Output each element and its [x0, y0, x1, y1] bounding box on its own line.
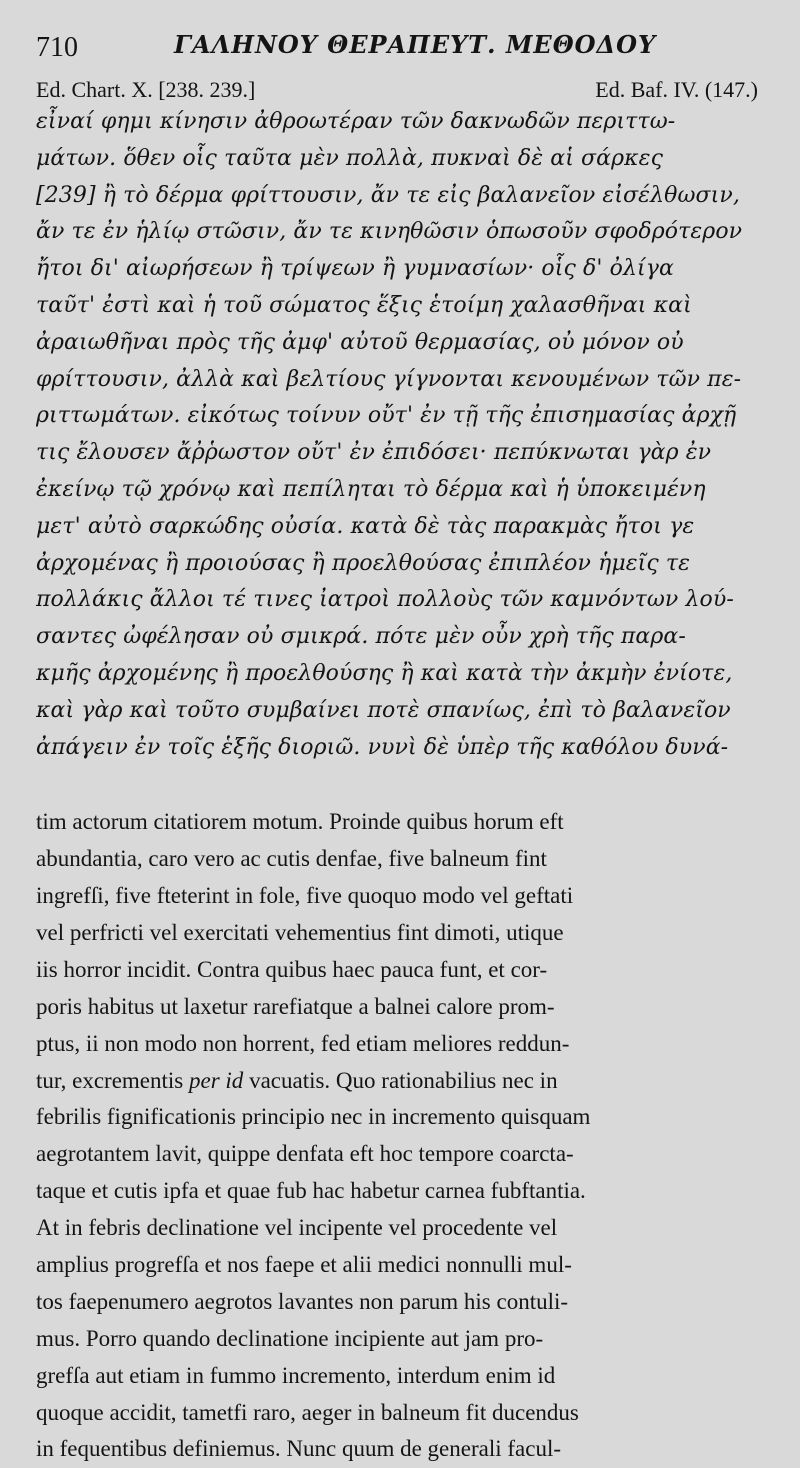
greek-line: ἐκείνῳ τῷ χρόνῳ καὶ πεπίληται τὸ δέρμα καὶ ἡ ὑποκειμένη [36, 476, 706, 502]
latin-line: abundantia, caro vero ac cutis denfae, five balneum fint [36, 846, 547, 872]
latin-line-with-italic [36, 1063, 766, 1100]
latin-line: aegrotantem lavit, quippe denfata eft hoc tempore coarcta- [36, 1141, 574, 1167]
greek-line: μετ' αὐτὸ σαρκώδης οὐσία. κατὰ δὲ τὰς παρακμὰς ἤτοι γε [36, 513, 695, 539]
latin-line: vel perfricti vel exercitati vehementius fint dimoti, utique [36, 920, 564, 946]
greek-line: τις ἔλουσεν ἄῤῥωστον οὔτ' ἐν ἐπιδόσει· πεπύκνωται γὰρ ἐν [36, 440, 712, 466]
greek-line: ἀπάγειν ἐν τοῖς ἑξῆς διοριῶ. νυνὶ δὲ ὑπὲρ τῆς καθόλου δυνά- [36, 734, 729, 760]
latin-line: in fequentibus definiemus. Nunc quum de generali facul- [36, 1436, 562, 1462]
greek-line: καὶ γὰρ καὶ τοῦτο συμβαίνει ποτὲ σπανίως, ἐπὶ τὸ βαλανεῖον [36, 697, 731, 723]
greek-line: ἤτοι δι' αἰωρήσεων ἢ τρίψεων ἢ γυμνασίων· οἷς δ' ὀλίγα [36, 256, 674, 282]
greek-line: ἀρχομένας ἢ προιούσας ἢ προελθούσας ἐπιπλέον ἡμεῖς τε [36, 550, 691, 576]
greek-text-block [36, 104, 766, 766]
greek-line: μάτων. ὅθεν οἷς ταῦτα μὲν πολλὰ, πυκναὶ δὲ αἱ σάρκες [36, 145, 663, 171]
latin-line: ptus, ii non modo non horrent, fed etiam meliores reddun- [36, 1030, 570, 1056]
latin-line: amplius progrefſa et nos faepe et alii medici nonnulli mul- [36, 1252, 572, 1278]
greek-line: φρίττουσιν, ἀλλὰ καὶ βελτίους γίγνονται κενουμένων τῶν πε- [36, 366, 742, 392]
greek-line: κμῆς ἀρχομένης ἢ προελθούσης ἢ καὶ κατὰ τὴν ἀκμὴν ἐνίοτε, [36, 660, 733, 686]
latin-line: poris habitus ut laxetur rarefiatque a balnei calore prom- [36, 993, 555, 1019]
page-header [36, 0, 766, 63]
greek-line: πολλάκις ἄλλοι τέ τινες ἰατροὶ πολλοὺς τῶν καμνόντων λού- [36, 587, 734, 613]
latin-text-segment: vacuatis. Quo rationabilius nec in [243, 1067, 558, 1093]
latin-text-block [36, 804, 766, 1468]
greek-line: σαντες ὠφέλησαν οὐ σμικρά. πότε μὲν οὖν χρὴ τῆς παρα- [36, 624, 686, 650]
latin-line: ingrefſi, five fteterint in fole, five quoquo modo vel geftati [36, 883, 574, 909]
latin-line: tim actorum citatiorem motum. Proinde quibus horum eft [36, 809, 564, 835]
edition-reference-line [36, 74, 766, 106]
italic-phrase: per id [189, 1067, 244, 1093]
latin-line: grefſa aut etiam in fummo incremento, interdum enim id [36, 1362, 556, 1388]
latin-line: febrilis fignificationis principio nec in incremento quisquam [36, 1104, 591, 1130]
greek-line: [239] ἢ τὸ δέρμα φρίττουσιν, ἄν τε εἰς βαλανεῖον εἰσέλθωσιν, [36, 182, 740, 208]
latin-line: iis horror incidit. Contra quibus haec pauca funt, et cor- [36, 956, 548, 982]
edition-chart-reference: Ed. Chart. X. [238. 239.] [36, 77, 256, 102]
latin-text-segment: tur, excrementis [36, 1067, 189, 1093]
latin-line: taque et cutis ipfa et quae fub hac habetur carnea fubftantia. [36, 1178, 586, 1204]
edition-basel-reference: Ed. Baf. IV. (147.) [595, 77, 758, 102]
latin-line: At in febris declinatione vel incipente vel procedente vel [36, 1215, 558, 1241]
page-number: 710 [36, 32, 78, 63]
greek-line: ριττωμάτων. εἰκότως τοίνυν οὔτ' ἐν τῇ τῆς ἐπισημασίας ἀρχῇ [36, 403, 737, 429]
greek-line: ταῦτ' ἐστὶ καὶ ἡ τοῦ σώματος ἕξις ἑτοίμη χαλασθῆναι καὶ [36, 292, 692, 318]
greek-line: εἶναί φημι κίνησιν ἀθροωτέραν τῶν δακνωδῶν περιττω- [36, 109, 676, 134]
greek-line: ἀραιωθῆναι πρὸς τῆς ἀμφ' αὐτοῦ θερμασίας, οὐ μόνον οὐ [36, 329, 684, 355]
latin-line: quoque accidit, tametfi raro, aeger in balneum fit ducendus [36, 1399, 579, 1425]
running-title: ΓΑΛΗΝΟΥ ΘΕΡΑΠΕΥΤ. ΜΕΘΟΔΟΥ [174, 30, 657, 59]
greek-line: ἄν τε ἐν ἡλίῳ στῶσιν, ἄν τε κινηθῶσιν ὁπωσοῦν σφοδρότερον [36, 219, 743, 245]
latin-line: tos faepenumero aegrotos lavantes non parum his contuli- [36, 1288, 569, 1314]
latin-line: mus. Porro quando declinatione incipiente aut jam pro- [36, 1325, 544, 1351]
